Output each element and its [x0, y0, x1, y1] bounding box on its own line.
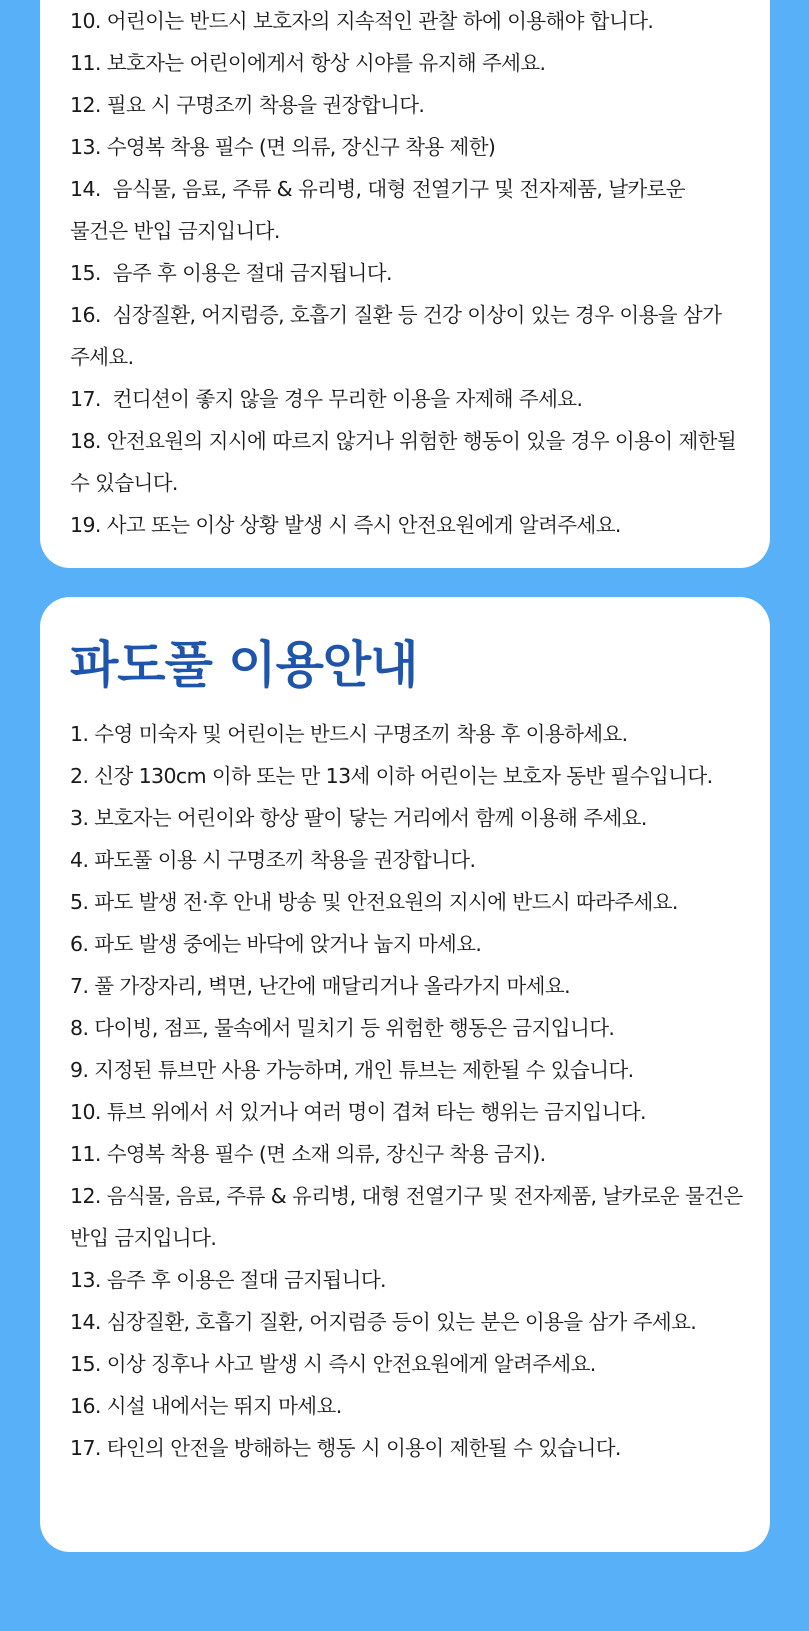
rule-item: 7. 풀 가장자리, 벽면, 난간에 매달리거나 올라가지 마세요.: [70, 974, 570, 998]
rule-item: 5. 파도 발생 전·후 안내 방송 및 안전요원의 지시에 반드시 따라주세요.: [70, 890, 678, 914]
section-title: 파도풀 이용안내: [70, 636, 418, 694]
rule-item: 14. 음식물, 음료, 주류 & 유리병, 대형 전열기구 및 전자제품, 날카로운 물건은 반입 금지입니다.: [70, 177, 691, 243]
rule-item: 4. 파도풀 이용 시 구명조끼 착용을 권장합니다.: [70, 848, 476, 872]
wave-pool-guide-card: [40, 597, 770, 1552]
rule-item: 18. 안전요원의 지시에 따르지 않거나 위험한 행동이 있을 경우 이용이 제한될 수 있습니다.: [70, 429, 742, 495]
rule-item: 10. 튜브 위에서 서 있거나 여러 명이 겹쳐 타는 행위는 금지입니다.: [70, 1100, 646, 1124]
rule-item: 15. 이상 징후나 사고 발생 시 즉시 안전요원에게 알려주세요.: [70, 1352, 596, 1376]
rule-item: 17. 컨디션이 좋지 않을 경우 무리한 이용을 자제해 주세요.: [70, 387, 583, 411]
rule-item: 10. 어린이는 반드시 보호자의 지속적인 관찰 하에 이용해야 합니다.: [70, 9, 654, 33]
rule-item: 19. 사고 또는 이상 상황 발생 시 즉시 안전요원에게 알려주세요.: [70, 513, 621, 537]
rule-item: 15. 음주 후 이용은 절대 금지됩니다.: [70, 261, 392, 285]
rule-item: 13. 수영복 착용 필수 (면 의류, 장신구 착용 제한): [70, 135, 496, 159]
rule-item: 11. 수영복 착용 필수 (면 소재 의류, 장신구 착용 금지).: [70, 1142, 546, 1166]
rule-item: 12. 음식물, 음료, 주류 & 유리병, 대형 전열기구 및 전자제품, 날카로운 물건은 반입 금지입니다.: [70, 1184, 749, 1250]
rule-item: 12. 필요 시 구명조끼 착용을 권장합니다.: [70, 93, 425, 117]
rule-item: 13. 음주 후 이용은 절대 금지됩니다.: [70, 1268, 386, 1292]
rules-card-continued: [40, 0, 770, 568]
rules-list: [70, 713, 749, 1469]
rule-item: 16. 시설 내에서는 뛰지 마세요.: [70, 1394, 342, 1418]
rule-item: 17. 타인의 안전을 방해하는 행동 시 이용이 제한될 수 있습니다.: [70, 1436, 621, 1460]
rule-item: 3. 보호자는 어린이와 항상 팔이 닿는 거리에서 함께 이용해 주세요.: [70, 806, 647, 830]
rule-item: 8. 다이빙, 점프, 물속에서 밀치기 등 위험한 행동은 금지입니다.: [70, 1016, 615, 1040]
rule-item: 9. 지정된 튜브만 사용 가능하며, 개인 튜브는 제한될 수 있습니다.: [70, 1058, 634, 1082]
rule-item: 11. 보호자는 어린이에게서 항상 시야를 유지해 주세요.: [70, 51, 546, 75]
rule-item: 6. 파도 발생 중에는 바닥에 앉거나 눕지 마세요.: [70, 932, 482, 956]
rule-item: 1. 수영 미숙자 및 어린이는 반드시 구명조끼 착용 후 이용하세요.: [70, 722, 628, 746]
rule-item: 14. 심장질환, 호흡기 질환, 어지럼증 등이 있는 분은 이용을 삼가 주세요.: [70, 1310, 697, 1334]
rules-list: [70, 0, 746, 546]
rule-item: 16. 심장질환, 어지럼증, 호흡기 질환 등 건강 이상이 있는 경우 이용을 삼가 주세요.: [70, 303, 728, 369]
rule-item: 2. 신장 130cm 이하 또는 만 13세 이하 어린이는 보호자 동반 필수입니다.: [70, 764, 713, 788]
